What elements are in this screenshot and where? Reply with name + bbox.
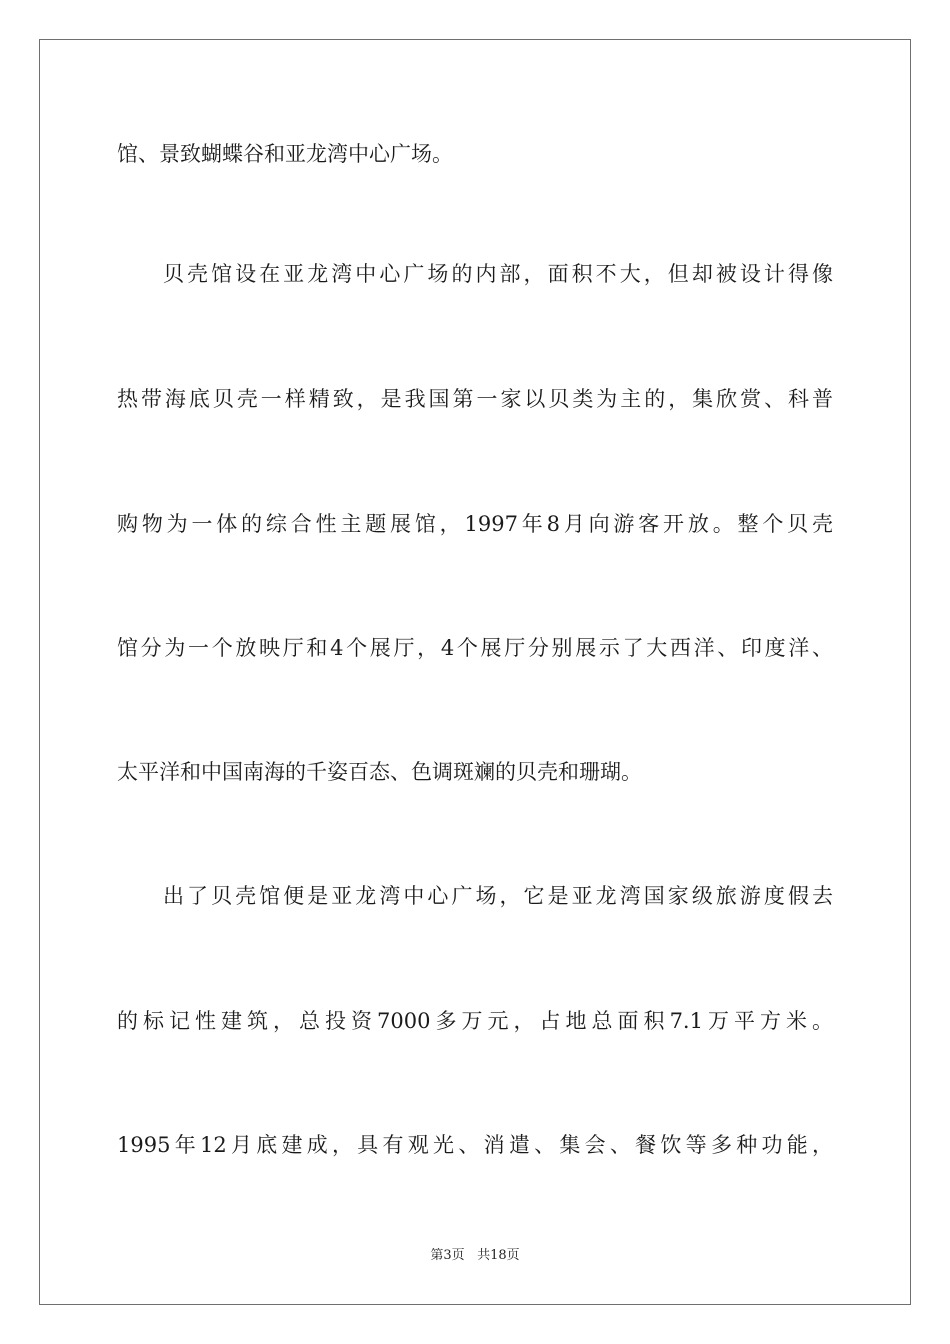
text-line-3: 热带海底贝壳一样精致，是我国第一家以贝类为主的，集欣赏、科普	[117, 387, 833, 411]
text-line-8: 的标记性建筑，总投资7000多万元，占地总面积7.1万平方米。	[117, 1009, 833, 1033]
page-total: 共18页	[477, 1248, 520, 1263]
page-number: 第3页	[430, 1248, 465, 1263]
text-line-9: 1995年12月底建成，具有观光、消遣、集会、餐饮等多种功能，	[117, 1133, 833, 1157]
text-line-7: 出了贝壳馆便是亚龙湾中心广场，它是亚龙湾国家级旅游度假去	[163, 884, 833, 908]
text-line-4: 购物为一体的综合性主题展馆，1997年8月向游客开放。整个贝壳	[117, 512, 833, 536]
page-footer	[0, 1247, 950, 1265]
text-line-1: 馆、景致蝴蝶谷和亚龙湾中心广场。	[117, 142, 453, 166]
text-line-6: 太平洋和中国南海的千姿百态、色调斑斓的贝壳和珊瑚。	[117, 760, 642, 784]
page-border	[39, 39, 911, 1305]
text-line-2: 贝壳馆设在亚龙湾中心广场的内部，面积不大，但却被设计得像	[163, 262, 833, 286]
text-line-5: 馆分为一个放映厅和4个展厅，4个展厅分别展示了大西洋、印度洋、	[117, 636, 833, 660]
